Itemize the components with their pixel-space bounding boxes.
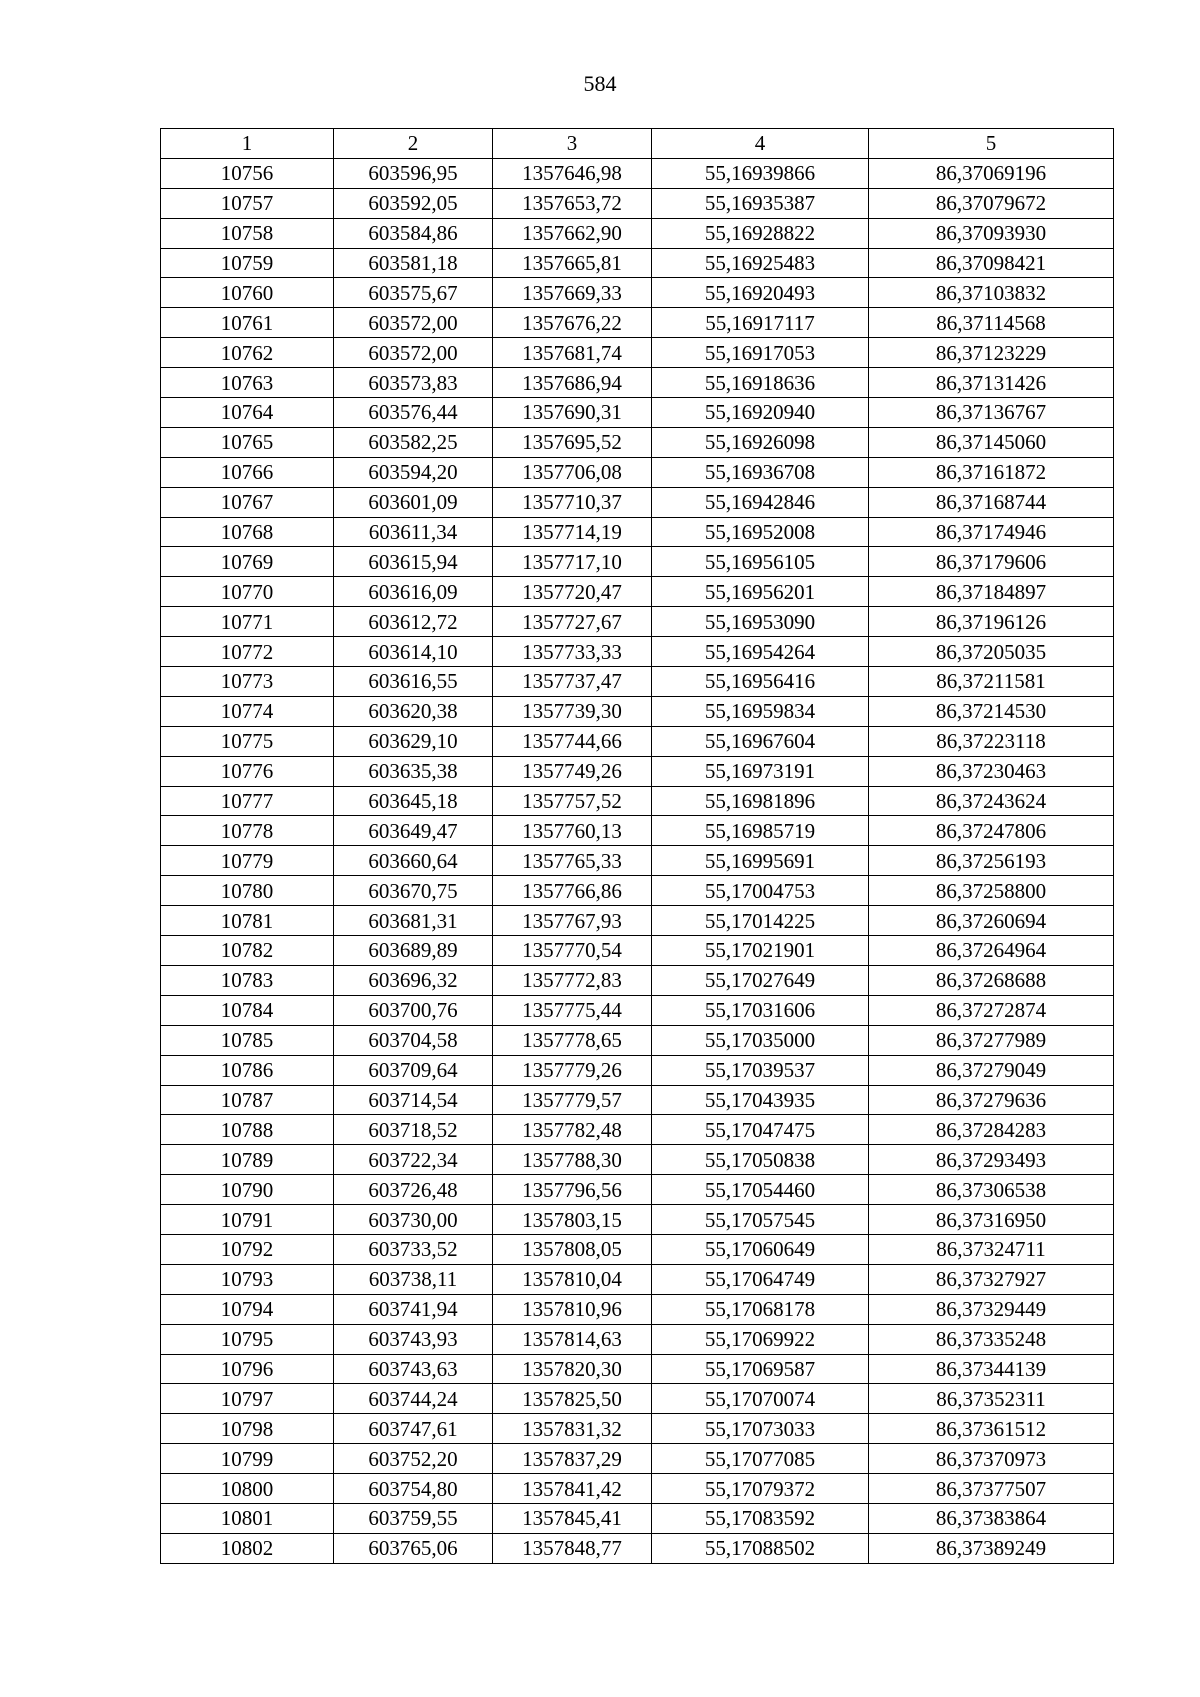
x-coordinate-cell: 603743,93 bbox=[334, 1324, 493, 1354]
table-row bbox=[161, 1474, 1114, 1504]
table-row bbox=[161, 1264, 1114, 1294]
point-number-cell: 10778 bbox=[161, 816, 334, 846]
x-coordinate-cell: 603722,34 bbox=[334, 1145, 493, 1175]
longitude-cell: 86,37344139 bbox=[869, 1354, 1114, 1384]
longitude-cell: 86,37277989 bbox=[869, 1025, 1114, 1055]
point-number-cell: 10779 bbox=[161, 846, 334, 876]
point-number-cell: 10774 bbox=[161, 696, 334, 726]
point-number-cell: 10799 bbox=[161, 1444, 334, 1474]
y-coordinate-cell: 1357772,83 bbox=[493, 965, 652, 995]
column-header-1: 1 bbox=[161, 129, 334, 159]
table-row bbox=[161, 1444, 1114, 1474]
x-coordinate-cell: 603689,89 bbox=[334, 936, 493, 966]
latitude-cell: 55,16956105 bbox=[652, 547, 869, 577]
table-row bbox=[161, 1354, 1114, 1384]
table-row bbox=[161, 457, 1114, 487]
latitude-cell: 55,16956416 bbox=[652, 667, 869, 697]
latitude-cell: 55,17069922 bbox=[652, 1324, 869, 1354]
x-coordinate-cell: 603576,44 bbox=[334, 398, 493, 428]
table-row bbox=[161, 1324, 1114, 1354]
y-coordinate-cell: 1357837,29 bbox=[493, 1444, 652, 1474]
latitude-cell: 55,16973191 bbox=[652, 756, 869, 786]
longitude-cell: 86,37069196 bbox=[869, 158, 1114, 188]
point-number-cell: 10801 bbox=[161, 1503, 334, 1533]
longitude-cell: 86,37316950 bbox=[869, 1205, 1114, 1235]
y-coordinate-cell: 1357767,93 bbox=[493, 906, 652, 936]
longitude-cell: 86,37145060 bbox=[869, 427, 1114, 457]
point-number-cell: 10785 bbox=[161, 1025, 334, 1055]
longitude-cell: 86,37161872 bbox=[869, 457, 1114, 487]
longitude-cell: 86,37361512 bbox=[869, 1414, 1114, 1444]
x-coordinate-cell: 603581,18 bbox=[334, 248, 493, 278]
table-row bbox=[161, 398, 1114, 428]
latitude-cell: 55,16920493 bbox=[652, 278, 869, 308]
x-coordinate-cell: 603614,10 bbox=[334, 637, 493, 667]
longitude-cell: 86,37179606 bbox=[869, 547, 1114, 577]
point-number-cell: 10758 bbox=[161, 218, 334, 248]
point-number-cell: 10771 bbox=[161, 607, 334, 637]
longitude-cell: 86,37131426 bbox=[869, 368, 1114, 398]
x-coordinate-cell: 603645,18 bbox=[334, 786, 493, 816]
x-coordinate-cell: 603741,94 bbox=[334, 1294, 493, 1324]
latitude-cell: 55,17014225 bbox=[652, 906, 869, 936]
x-coordinate-cell: 603670,75 bbox=[334, 876, 493, 906]
point-number-cell: 10787 bbox=[161, 1085, 334, 1115]
longitude-cell: 86,37370973 bbox=[869, 1444, 1114, 1474]
longitude-cell: 86,37098421 bbox=[869, 248, 1114, 278]
table-row bbox=[161, 1055, 1114, 1085]
y-coordinate-cell: 1357653,72 bbox=[493, 188, 652, 218]
latitude-cell: 55,16920940 bbox=[652, 398, 869, 428]
y-coordinate-cell: 1357681,74 bbox=[493, 338, 652, 368]
latitude-cell: 55,17060649 bbox=[652, 1234, 869, 1264]
point-number-cell: 10797 bbox=[161, 1384, 334, 1414]
x-coordinate-cell: 603649,47 bbox=[334, 816, 493, 846]
y-coordinate-cell: 1357676,22 bbox=[493, 308, 652, 338]
coordinates-table bbox=[160, 128, 1114, 1564]
latitude-cell: 55,16917117 bbox=[652, 308, 869, 338]
latitude-cell: 55,17073033 bbox=[652, 1414, 869, 1444]
latitude-cell: 55,17050838 bbox=[652, 1145, 869, 1175]
x-coordinate-cell: 603765,06 bbox=[334, 1533, 493, 1563]
longitude-cell: 86,37230463 bbox=[869, 756, 1114, 786]
x-coordinate-cell: 603743,63 bbox=[334, 1354, 493, 1384]
table-row bbox=[161, 667, 1114, 697]
y-coordinate-cell: 1357808,05 bbox=[493, 1234, 652, 1264]
point-number-cell: 10761 bbox=[161, 308, 334, 338]
x-coordinate-cell: 603718,52 bbox=[334, 1115, 493, 1145]
point-number-cell: 10759 bbox=[161, 248, 334, 278]
table-row bbox=[161, 427, 1114, 457]
y-coordinate-cell: 1357814,63 bbox=[493, 1324, 652, 1354]
page-number: 584 bbox=[583, 71, 617, 96]
x-coordinate-cell: 603584,86 bbox=[334, 218, 493, 248]
point-number-cell: 10800 bbox=[161, 1474, 334, 1504]
table-row bbox=[161, 906, 1114, 936]
point-number-cell: 10767 bbox=[161, 487, 334, 517]
point-number-cell: 10796 bbox=[161, 1354, 334, 1384]
longitude-cell: 86,37293493 bbox=[869, 1145, 1114, 1175]
longitude-cell: 86,37272874 bbox=[869, 995, 1114, 1025]
longitude-cell: 86,37279049 bbox=[869, 1055, 1114, 1085]
table-row bbox=[161, 368, 1114, 398]
longitude-cell: 86,37306538 bbox=[869, 1175, 1114, 1205]
y-coordinate-cell: 1357749,26 bbox=[493, 756, 652, 786]
y-coordinate-cell: 1357744,66 bbox=[493, 726, 652, 756]
latitude-cell: 55,17069587 bbox=[652, 1354, 869, 1384]
point-number-cell: 10764 bbox=[161, 398, 334, 428]
y-coordinate-cell: 1357820,30 bbox=[493, 1354, 652, 1384]
table-row bbox=[161, 1145, 1114, 1175]
latitude-cell: 55,16926098 bbox=[652, 427, 869, 457]
point-number-cell: 10766 bbox=[161, 457, 334, 487]
longitude-cell: 86,37258800 bbox=[869, 876, 1114, 906]
x-coordinate-cell: 603596,95 bbox=[334, 158, 493, 188]
table-row bbox=[161, 1503, 1114, 1533]
point-number-cell: 10772 bbox=[161, 637, 334, 667]
longitude-cell: 86,37324711 bbox=[869, 1234, 1114, 1264]
longitude-cell: 86,37247806 bbox=[869, 816, 1114, 846]
y-coordinate-cell: 1357778,65 bbox=[493, 1025, 652, 1055]
latitude-cell: 55,17035000 bbox=[652, 1025, 869, 1055]
table-row bbox=[161, 1533, 1114, 1563]
longitude-cell: 86,37205035 bbox=[869, 637, 1114, 667]
y-coordinate-cell: 1357690,31 bbox=[493, 398, 652, 428]
table-body bbox=[161, 158, 1114, 1563]
y-coordinate-cell: 1357669,33 bbox=[493, 278, 652, 308]
point-number-cell: 10760 bbox=[161, 278, 334, 308]
x-coordinate-cell: 603730,00 bbox=[334, 1205, 493, 1235]
longitude-cell: 86,37196126 bbox=[869, 607, 1114, 637]
point-number-cell: 10792 bbox=[161, 1234, 334, 1264]
latitude-cell: 55,16917053 bbox=[652, 338, 869, 368]
y-coordinate-cell: 1357720,47 bbox=[493, 577, 652, 607]
x-coordinate-cell: 603572,00 bbox=[334, 338, 493, 368]
latitude-cell: 55,17068178 bbox=[652, 1294, 869, 1324]
x-coordinate-cell: 603611,34 bbox=[334, 517, 493, 547]
y-coordinate-cell: 1357686,94 bbox=[493, 368, 652, 398]
point-number-cell: 10788 bbox=[161, 1115, 334, 1145]
column-header-2: 2 bbox=[334, 129, 493, 159]
table-row bbox=[161, 577, 1114, 607]
longitude-cell: 86,37268688 bbox=[869, 965, 1114, 995]
y-coordinate-cell: 1357695,52 bbox=[493, 427, 652, 457]
table-row bbox=[161, 1025, 1114, 1055]
point-number-cell: 10757 bbox=[161, 188, 334, 218]
latitude-cell: 55,16939866 bbox=[652, 158, 869, 188]
y-coordinate-cell: 1357710,37 bbox=[493, 487, 652, 517]
latitude-cell: 55,17027649 bbox=[652, 965, 869, 995]
table-header bbox=[161, 129, 1114, 159]
latitude-cell: 55,17004753 bbox=[652, 876, 869, 906]
x-coordinate-cell: 603754,80 bbox=[334, 1474, 493, 1504]
longitude-cell: 86,37284283 bbox=[869, 1115, 1114, 1145]
longitude-cell: 86,37389249 bbox=[869, 1533, 1114, 1563]
x-coordinate-cell: 603594,20 bbox=[334, 457, 493, 487]
table-row bbox=[161, 1205, 1114, 1235]
y-coordinate-cell: 1357796,56 bbox=[493, 1175, 652, 1205]
x-coordinate-cell: 603635,38 bbox=[334, 756, 493, 786]
y-coordinate-cell: 1357757,52 bbox=[493, 786, 652, 816]
header-row bbox=[161, 129, 1114, 159]
longitude-cell: 86,37093930 bbox=[869, 218, 1114, 248]
point-number-cell: 10782 bbox=[161, 936, 334, 966]
y-coordinate-cell: 1357733,33 bbox=[493, 637, 652, 667]
x-coordinate-cell: 603696,32 bbox=[334, 965, 493, 995]
longitude-cell: 86,37168744 bbox=[869, 487, 1114, 517]
latitude-cell: 55,16925483 bbox=[652, 248, 869, 278]
y-coordinate-cell: 1357706,08 bbox=[493, 457, 652, 487]
y-coordinate-cell: 1357739,30 bbox=[493, 696, 652, 726]
point-number-cell: 10770 bbox=[161, 577, 334, 607]
longitude-cell: 86,37136767 bbox=[869, 398, 1114, 428]
x-coordinate-cell: 603629,10 bbox=[334, 726, 493, 756]
x-coordinate-cell: 603582,25 bbox=[334, 427, 493, 457]
latitude-cell: 55,16995691 bbox=[652, 846, 869, 876]
table-row bbox=[161, 338, 1114, 368]
x-coordinate-cell: 603709,64 bbox=[334, 1055, 493, 1085]
y-coordinate-cell: 1357714,19 bbox=[493, 517, 652, 547]
longitude-cell: 86,37352311 bbox=[869, 1384, 1114, 1414]
point-number-cell: 10789 bbox=[161, 1145, 334, 1175]
x-coordinate-cell: 603726,48 bbox=[334, 1175, 493, 1205]
table-row bbox=[161, 965, 1114, 995]
column-header-4: 4 bbox=[652, 129, 869, 159]
point-number-cell: 10763 bbox=[161, 368, 334, 398]
longitude-cell: 86,37260694 bbox=[869, 906, 1114, 936]
table-row bbox=[161, 547, 1114, 577]
longitude-cell: 86,37377507 bbox=[869, 1474, 1114, 1504]
latitude-cell: 55,16935387 bbox=[652, 188, 869, 218]
table-row bbox=[161, 816, 1114, 846]
x-coordinate-cell: 603714,54 bbox=[334, 1085, 493, 1115]
y-coordinate-cell: 1357779,26 bbox=[493, 1055, 652, 1085]
y-coordinate-cell: 1357717,10 bbox=[493, 547, 652, 577]
latitude-cell: 55,16928822 bbox=[652, 218, 869, 248]
point-number-cell: 10777 bbox=[161, 786, 334, 816]
longitude-cell: 86,37103832 bbox=[869, 278, 1114, 308]
y-coordinate-cell: 1357760,13 bbox=[493, 816, 652, 846]
table-row bbox=[161, 517, 1114, 547]
x-coordinate-cell: 603759,55 bbox=[334, 1503, 493, 1533]
x-coordinate-cell: 603700,76 bbox=[334, 995, 493, 1025]
table-row bbox=[161, 1175, 1114, 1205]
y-coordinate-cell: 1357770,54 bbox=[493, 936, 652, 966]
longitude-cell: 86,37211581 bbox=[869, 667, 1114, 697]
column-header-5: 5 bbox=[869, 129, 1114, 159]
longitude-cell: 86,37114568 bbox=[869, 308, 1114, 338]
longitude-cell: 86,37123229 bbox=[869, 338, 1114, 368]
point-number-cell: 10768 bbox=[161, 517, 334, 547]
latitude-cell: 55,16959834 bbox=[652, 696, 869, 726]
latitude-cell: 55,17031606 bbox=[652, 995, 869, 1025]
x-coordinate-cell: 603620,38 bbox=[334, 696, 493, 726]
x-coordinate-cell: 603612,72 bbox=[334, 607, 493, 637]
point-number-cell: 10780 bbox=[161, 876, 334, 906]
table-row bbox=[161, 876, 1114, 906]
point-number-cell: 10790 bbox=[161, 1175, 334, 1205]
point-number-cell: 10802 bbox=[161, 1533, 334, 1563]
point-number-cell: 10781 bbox=[161, 906, 334, 936]
x-coordinate-cell: 603738,11 bbox=[334, 1264, 493, 1294]
point-number-cell: 10793 bbox=[161, 1264, 334, 1294]
latitude-cell: 55,17088502 bbox=[652, 1533, 869, 1563]
y-coordinate-cell: 1357848,77 bbox=[493, 1533, 652, 1563]
point-number-cell: 10756 bbox=[161, 158, 334, 188]
table-row bbox=[161, 637, 1114, 667]
y-coordinate-cell: 1357845,41 bbox=[493, 1503, 652, 1533]
latitude-cell: 55,16942846 bbox=[652, 487, 869, 517]
point-number-cell: 10776 bbox=[161, 756, 334, 786]
column-header-3: 3 bbox=[493, 129, 652, 159]
table-row bbox=[161, 158, 1114, 188]
y-coordinate-cell: 1357831,32 bbox=[493, 1414, 652, 1444]
latitude-cell: 55,16956201 bbox=[652, 577, 869, 607]
y-coordinate-cell: 1357646,98 bbox=[493, 158, 652, 188]
y-coordinate-cell: 1357765,33 bbox=[493, 846, 652, 876]
longitude-cell: 86,37243624 bbox=[869, 786, 1114, 816]
table-row bbox=[161, 248, 1114, 278]
y-coordinate-cell: 1357782,48 bbox=[493, 1115, 652, 1145]
x-coordinate-cell: 603615,94 bbox=[334, 547, 493, 577]
table-row bbox=[161, 846, 1114, 876]
table-row bbox=[161, 786, 1114, 816]
y-coordinate-cell: 1357665,81 bbox=[493, 248, 652, 278]
point-number-cell: 10762 bbox=[161, 338, 334, 368]
x-coordinate-cell: 603601,09 bbox=[334, 487, 493, 517]
point-number-cell: 10773 bbox=[161, 667, 334, 697]
table-row bbox=[161, 756, 1114, 786]
latitude-cell: 55,17070074 bbox=[652, 1384, 869, 1414]
latitude-cell: 55,16954264 bbox=[652, 637, 869, 667]
x-coordinate-cell: 603747,61 bbox=[334, 1414, 493, 1444]
x-coordinate-cell: 603752,20 bbox=[334, 1444, 493, 1474]
x-coordinate-cell: 603575,67 bbox=[334, 278, 493, 308]
latitude-cell: 55,16981896 bbox=[652, 786, 869, 816]
point-number-cell: 10795 bbox=[161, 1324, 334, 1354]
point-number-cell: 10798 bbox=[161, 1414, 334, 1444]
y-coordinate-cell: 1357727,67 bbox=[493, 607, 652, 637]
latitude-cell: 55,17047475 bbox=[652, 1115, 869, 1145]
longitude-cell: 86,37264964 bbox=[869, 936, 1114, 966]
table-row bbox=[161, 278, 1114, 308]
longitude-cell: 86,37256193 bbox=[869, 846, 1114, 876]
latitude-cell: 55,16918636 bbox=[652, 368, 869, 398]
latitude-cell: 55,17039537 bbox=[652, 1055, 869, 1085]
longitude-cell: 86,37383864 bbox=[869, 1503, 1114, 1533]
x-coordinate-cell: 603573,83 bbox=[334, 368, 493, 398]
y-coordinate-cell: 1357766,86 bbox=[493, 876, 652, 906]
table-row bbox=[161, 936, 1114, 966]
x-coordinate-cell: 603704,58 bbox=[334, 1025, 493, 1055]
x-coordinate-cell: 603733,52 bbox=[334, 1234, 493, 1264]
longitude-cell: 86,37327927 bbox=[869, 1264, 1114, 1294]
longitude-cell: 86,37329449 bbox=[869, 1294, 1114, 1324]
latitude-cell: 55,17077085 bbox=[652, 1444, 869, 1474]
table-row bbox=[161, 1234, 1114, 1264]
y-coordinate-cell: 1357737,47 bbox=[493, 667, 652, 697]
longitude-cell: 86,37279636 bbox=[869, 1085, 1114, 1115]
x-coordinate-cell: 603592,05 bbox=[334, 188, 493, 218]
latitude-cell: 55,17064749 bbox=[652, 1264, 869, 1294]
x-coordinate-cell: 603616,55 bbox=[334, 667, 493, 697]
table-row bbox=[161, 487, 1114, 517]
table-row bbox=[161, 607, 1114, 637]
latitude-cell: 55,16953090 bbox=[652, 607, 869, 637]
latitude-cell: 55,16967604 bbox=[652, 726, 869, 756]
latitude-cell: 55,17043935 bbox=[652, 1085, 869, 1115]
point-number-cell: 10784 bbox=[161, 995, 334, 1025]
table-row bbox=[161, 218, 1114, 248]
latitude-cell: 55,17054460 bbox=[652, 1175, 869, 1205]
x-coordinate-cell: 603681,31 bbox=[334, 906, 493, 936]
y-coordinate-cell: 1357810,96 bbox=[493, 1294, 652, 1324]
longitude-cell: 86,37079672 bbox=[869, 188, 1114, 218]
table-row bbox=[161, 188, 1114, 218]
longitude-cell: 86,37223118 bbox=[869, 726, 1114, 756]
point-number-cell: 10794 bbox=[161, 1294, 334, 1324]
y-coordinate-cell: 1357841,42 bbox=[493, 1474, 652, 1504]
point-number-cell: 10786 bbox=[161, 1055, 334, 1085]
y-coordinate-cell: 1357788,30 bbox=[493, 1145, 652, 1175]
table-row bbox=[161, 1384, 1114, 1414]
y-coordinate-cell: 1357810,04 bbox=[493, 1264, 652, 1294]
latitude-cell: 55,17057545 bbox=[652, 1205, 869, 1235]
table-row bbox=[161, 1414, 1114, 1444]
longitude-cell: 86,37335248 bbox=[869, 1324, 1114, 1354]
latitude-cell: 55,16936708 bbox=[652, 457, 869, 487]
table-row bbox=[161, 1085, 1114, 1115]
point-number-cell: 10783 bbox=[161, 965, 334, 995]
latitude-cell: 55,17079372 bbox=[652, 1474, 869, 1504]
y-coordinate-cell: 1357825,50 bbox=[493, 1384, 652, 1414]
x-coordinate-cell: 603660,64 bbox=[334, 846, 493, 876]
table-row bbox=[161, 726, 1114, 756]
y-coordinate-cell: 1357662,90 bbox=[493, 218, 652, 248]
longitude-cell: 86,37174946 bbox=[869, 517, 1114, 547]
point-number-cell: 10769 bbox=[161, 547, 334, 577]
x-coordinate-cell: 603744,24 bbox=[334, 1384, 493, 1414]
point-number-cell: 10765 bbox=[161, 427, 334, 457]
y-coordinate-cell: 1357779,57 bbox=[493, 1085, 652, 1115]
table-row bbox=[161, 696, 1114, 726]
latitude-cell: 55,16985719 bbox=[652, 816, 869, 846]
latitude-cell: 55,16952008 bbox=[652, 517, 869, 547]
point-number-cell: 10791 bbox=[161, 1205, 334, 1235]
latitude-cell: 55,17021901 bbox=[652, 936, 869, 966]
latitude-cell: 55,17083592 bbox=[652, 1503, 869, 1533]
table-row bbox=[161, 1294, 1114, 1324]
x-coordinate-cell: 603572,00 bbox=[334, 308, 493, 338]
table-row bbox=[161, 1115, 1114, 1145]
y-coordinate-cell: 1357803,15 bbox=[493, 1205, 652, 1235]
table-row bbox=[161, 308, 1114, 338]
table-row bbox=[161, 995, 1114, 1025]
x-coordinate-cell: 603616,09 bbox=[334, 577, 493, 607]
y-coordinate-cell: 1357775,44 bbox=[493, 995, 652, 1025]
longitude-cell: 86,37214530 bbox=[869, 696, 1114, 726]
point-number-cell: 10775 bbox=[161, 726, 334, 756]
longitude-cell: 86,37184897 bbox=[869, 577, 1114, 607]
